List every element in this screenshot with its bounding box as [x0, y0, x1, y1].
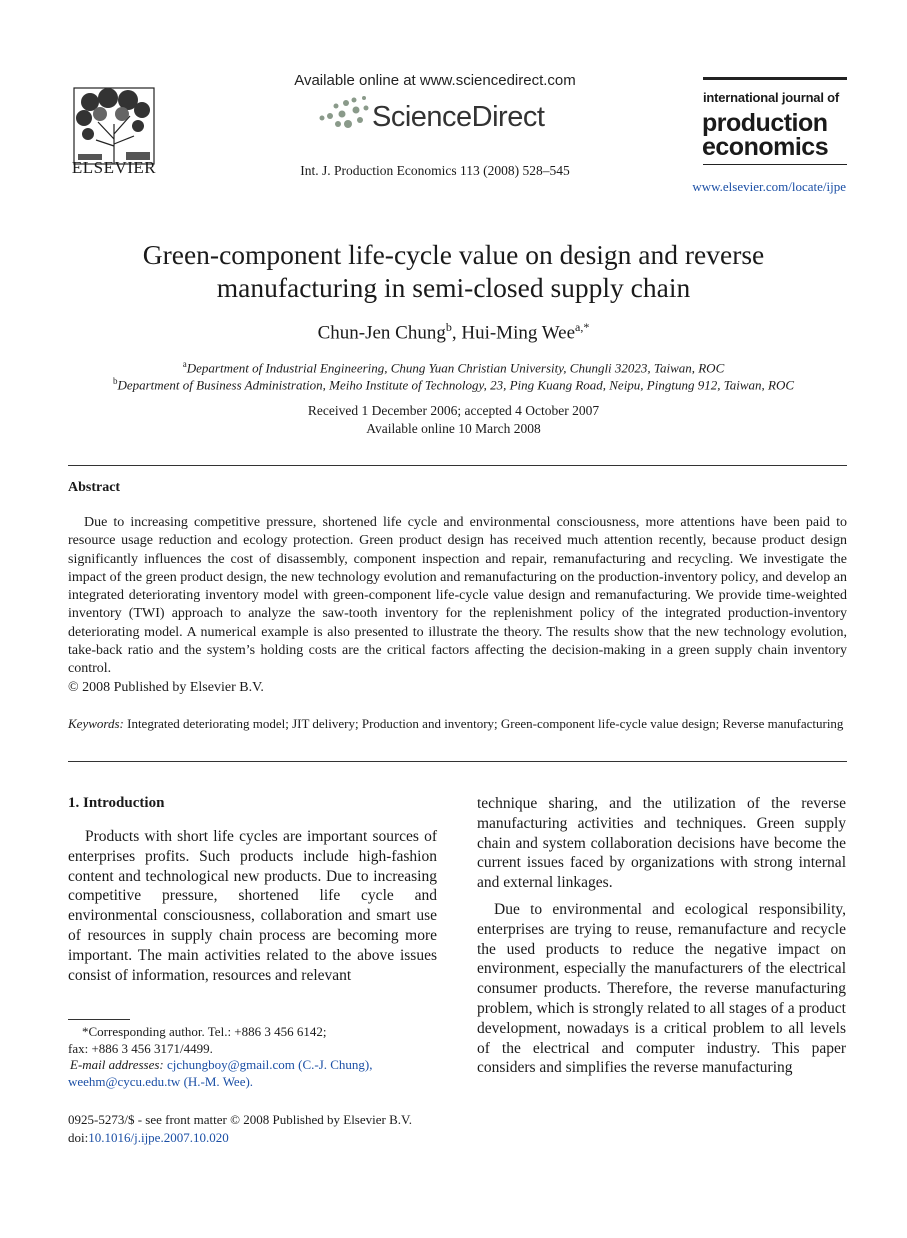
body-column-left [68, 827, 437, 985]
section-heading-introduction: 1. Introduction [68, 795, 165, 811]
received-date: Received 1 December 2006; accepted 4 October 2007 [307, 403, 600, 418]
divider [68, 465, 847, 466]
paragraph: Products with short life cycles are important sources of enterprises profits. Such products include high-fashion content and technological new products. Due to increasing competitive pressure, shortened life cycle and environmental consciousness, collaboration and smart use of resources in supply chain process are becoming more important. The main activities related to the above issues consist of information, resources and relevant [68, 828, 437, 984]
paper-title-line2: manufacturing in semi-closed supply chain [216, 272, 691, 303]
sciencedirect-dots-icon [312, 94, 378, 134]
journal-url-link[interactable]: www.elsevier.com/locate/ijpe [692, 179, 846, 194]
corresponding-author-note: *Corresponding author. Tel.: +886 3 456 6142; [82, 1024, 327, 1039]
journal-title-line1: production [702, 109, 828, 137]
affiliation-a [40, 359, 867, 376]
email-link[interactable]: cjchungboy@gmail.com (C.-J. Chung), [167, 1057, 373, 1072]
journal-title-line2: economics [702, 133, 829, 161]
author-list: Chun-Jen Chung$^b$, Hui-Ming Wee$^{a,*}$ [317, 320, 590, 344]
author-name[interactable]: Hui-Ming Wee [461, 322, 576, 344]
author-name[interactable]: Chun-Jen Chung [317, 322, 446, 344]
journal-reference: Int. J. Production Economics 113 (2008) 528–545 [300, 163, 570, 178]
issn-line: 0925-5273/$ - see front matter © 2008 Published by Elsevier B.V. [68, 1112, 412, 1127]
email-link[interactable]: weehm@cycu.edu.tw (H.-M. Wee). [68, 1073, 254, 1089]
abstract-heading: Abstract [68, 480, 121, 495]
paragraph: technique sharing, and the utilization of the reverse manufacturing activities and techniques. Green supply chain and system collaboration decisions have become the current issues faced by organizations with strong internal and external linkages. [477, 795, 846, 892]
author-affil-mark[interactable]: a,* [575, 320, 590, 334]
journal-subtitle: international journal of [703, 90, 840, 105]
abstract-copyright: © 2008 Published by Elsevier B.V. [68, 680, 264, 695]
paragraph: Due to environmental and ecological responsibility, enterprises are trying to reuse, remanufacture and recycle the used products to reduce the negative impact on environment, especially the manufacturers of the electrical consumer products. Therefore, the reverse manufacturing problem, which is strongly related to all stages of a product development, nowadays is a critical problem to all levels of the electrical and computer industry. This paper considers and simplifies the reverse manufacturing [477, 900, 846, 1077]
doi-link[interactable]: 10.1016/j.ijpe.2007.10.020 [88, 1130, 229, 1145]
affiliation-mark: b [112, 376, 118, 386]
footnotes [68, 1024, 437, 1090]
keywords-label: Keywords: [68, 716, 124, 731]
footnote-rule [68, 1019, 130, 1020]
sciencedirect-wordmark: ScienceDirect [372, 101, 545, 133]
article-dates [60, 402, 847, 438]
journal-logo-rule-bottom [703, 164, 847, 165]
doi-line [68, 1129, 488, 1147]
journal-logo-rule [703, 77, 847, 80]
journal-title [702, 111, 828, 159]
author-affil-mark[interactable]: b [445, 320, 452, 334]
online-date: Available online 10 March 2008 [366, 421, 541, 436]
divider [68, 761, 847, 762]
abstract-body: Due to increasing competitive pressure, shortened life cycle and environmental consciousness, more attentions have been paid to resource usage reduction and ecology protection. Green product design has received much attention recently, because product design significantly influences the cost of disassembly, component inspection and repair, remanufacturing and recycling. We investigate the impact of the green product design, the new technology evolution and remanufacturing on the production-inventory policy, and develop an integrated deteriorating inventory model with green-component life-cycle value design and remanufacturing. We provide time-weighted inventory (TWI) approach to analyze the saw-tooth inventory for the replenishment policy of the integrated production-inventory deteriorating model. A numerical example is also presented to illustrate the theory. The results show that the new technology evolution, take-back ratio and the system’s holding costs are the critical factors affecting the decision-making in a green supply chain inventory control. [68, 515, 847, 677]
paper-title [60, 238, 847, 304]
affiliation-b [40, 376, 867, 393]
fax-note: fax: +886 3 456 3171/4499. [68, 1040, 213, 1056]
affiliation-mark: a [182, 359, 187, 369]
keywords-text: Integrated deteriorating model; JIT delivery; Production and inventory; Green-component life-cycle value design; Reverse manufacturing [127, 716, 844, 731]
affiliation-text: Department of Business Administration, Meiho Institute of Technology, 23, Ping Kuang Road, Neipu, Pingtung 912, Taiwan, ROC [117, 377, 795, 393]
page-footer [68, 1111, 488, 1147]
publisher-name: ELSEVIER [71, 158, 157, 177]
keywords [68, 715, 847, 733]
body-column-right [477, 794, 846, 1078]
available-online-text[interactable]: Available online at www.sciencedirect.com [294, 72, 576, 89]
affiliation-text: Department of Industrial Engineering, Chung Yuan Christian University, Chungli 32023, Taiwan, ROC [186, 360, 725, 376]
email-label: E-mail addresses: [70, 1057, 164, 1072]
paper-title-line1: Green-component life-cycle value on design and reverse [142, 239, 765, 270]
doi-label: doi: [68, 1130, 89, 1145]
